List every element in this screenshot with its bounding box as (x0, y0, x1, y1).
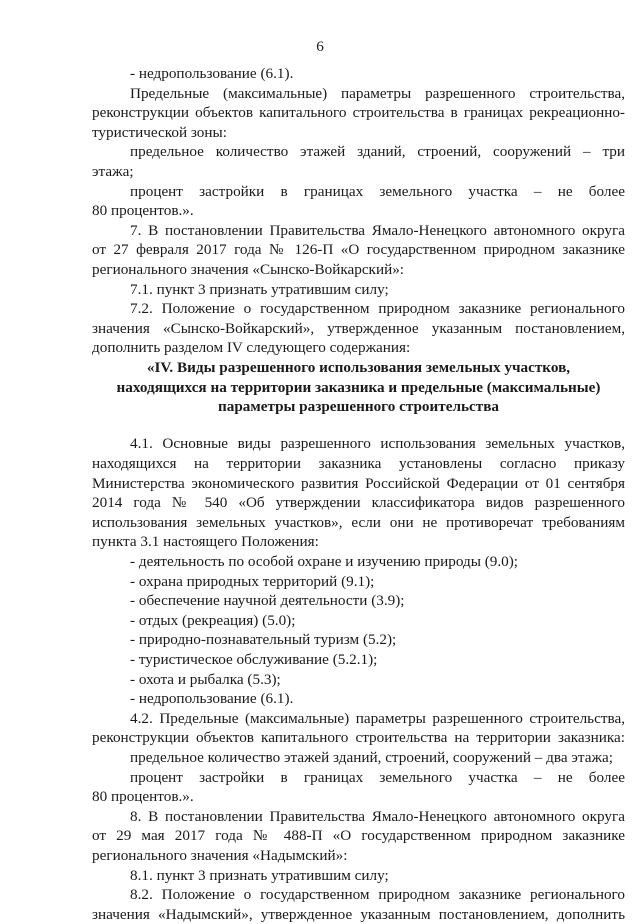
paragraph-line: 8.2. Положение о государственном природном заказнике регионального (130, 886, 625, 903)
paragraph-line: 7. В постановлении Правительства Ямало-Ненецкого автономного округа (130, 222, 625, 239)
paragraph-line: туристической зоны: (92, 124, 227, 141)
paragraph-line: процент застройки в границах земельного участка – не более (130, 769, 625, 786)
paragraph-line: предельное количество этажей зданий, строений, сооружений – три (130, 143, 625, 160)
paragraph-line: регионального значения «Надымский»: (92, 847, 348, 864)
paragraph-line: реконструкции объектов капитального строительства в границах рекреационно- (92, 104, 625, 121)
paragraph-line: 7.2. Положение о государственном природном заказнике регионального (130, 300, 625, 317)
paragraph-line: 8.1. пункт 3 признать утратившим силу; (130, 867, 389, 884)
paragraph-line: 80 процентов.». (92, 202, 194, 219)
paragraph-line: Министерства экономического развития Российской Федерации от 01 сентября (92, 475, 625, 492)
list-item: - отдых (рекреация) (5.0); (130, 612, 296, 629)
paragraph-line: 7.1. пункт 3 признать утратившим силу; (130, 281, 389, 298)
list-item: - недропользование (6.1). (130, 65, 294, 82)
list-item: - охота и рыбалка (5.3); (130, 671, 281, 688)
list-item: - деятельность по особой охране и изучению природы (9.0); (130, 553, 519, 570)
list-item: - туристическое обслуживание (5.2.1); (130, 651, 378, 668)
paragraph-line: дополнить разделом IV следующего содержания: (92, 339, 411, 356)
paragraph-line: регионального значения «Сынско-Войкарский»: (92, 261, 405, 278)
page-number: 6 (316, 38, 324, 55)
list-item: - обеспечение научной деятельности (3.9); (130, 592, 405, 609)
paragraph-line: реконструкции объектов капитального строительства на территории заказника: (92, 729, 625, 746)
paragraph-line: 80 процентов.». (92, 788, 194, 805)
paragraph-line: этажа; (92, 163, 134, 180)
paragraph-line: использования земельных участков», если они не противоречат требованиям (92, 514, 625, 531)
paragraph-line: значения «Сынско-Войкарский», утвержденное указанным постановлением, (92, 320, 625, 337)
list-item: - недропользование (6.1). (130, 690, 294, 707)
list-item: - природно-познавательный туризм (5.2); (130, 631, 397, 648)
paragraph-line: 4.1. Основные виды разрешенного использования земельных участков, (130, 435, 625, 452)
paragraph-line: от 27 февраля 2017 года № 126-П «О государственном природном заказнике (92, 241, 625, 258)
paragraph-line: 2014 года № 540 «Об утверждении классификатора видов разрешенного (92, 494, 625, 511)
paragraph-line: значения «Надымский», утвержденное указанным постановлением, дополнить (92, 906, 625, 923)
paragraph-line: предельное количество этажей зданий, строений, сооружений – два этажа; (130, 749, 613, 766)
list-item: - охрана природных территорий (9.1); (130, 573, 375, 590)
paragraph-line: находящихся на территории заказника установлены согласно приказу (92, 455, 625, 472)
section-heading: «IV. Виды разрешенного использования земельных участков, (146, 359, 571, 376)
paragraph-line: от 29 мая 2017 года № 488-П «О государственном природном заказнике (92, 827, 625, 844)
paragraph-line: пункта 3.1 настоящего Положения: (92, 533, 319, 550)
paragraph-line: 8. В постановлении Правительства Ямало-Ненецкого автономного округа (130, 808, 625, 825)
section-heading: находящихся на территории заказника и предельные (максимальные) (116, 379, 601, 396)
paragraph-line: 4.2. Предельные (максимальные) параметры разрешенного строительства, (130, 710, 625, 727)
paragraph-line: процент застройки в границах земельного участка – не более (130, 183, 625, 200)
section-heading: параметры разрешенного строительства (217, 398, 500, 415)
paragraph-line: Предельные (максимальные) параметры разрешенного строительства, (130, 85, 625, 102)
